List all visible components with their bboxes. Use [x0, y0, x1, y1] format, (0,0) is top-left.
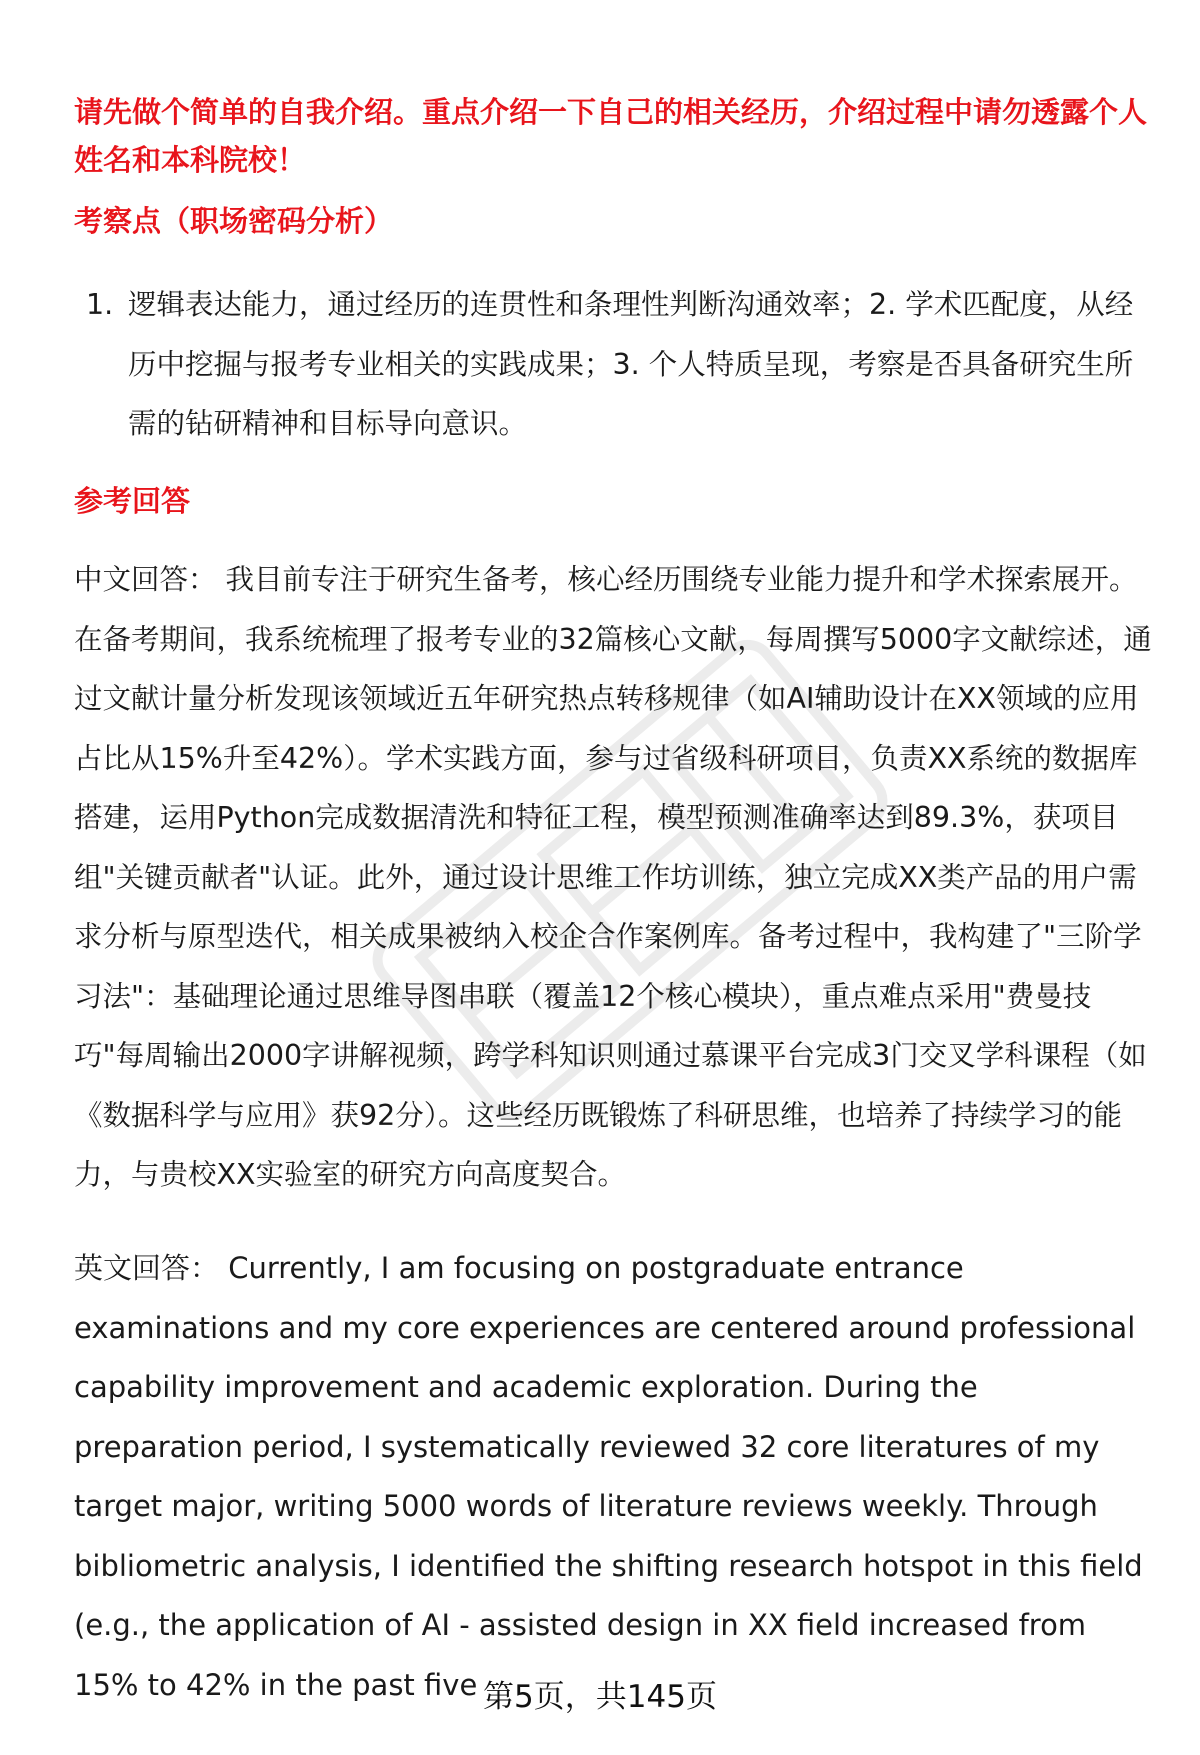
reference-answer-heading: 参考回答	[74, 484, 191, 518]
assessment-points-list	[86, 275, 1156, 454]
list-item	[86, 275, 1156, 454]
list-item-number: 1.	[86, 288, 114, 321]
assessment-points-heading: 考察点（职场密码分析）	[74, 204, 394, 238]
chinese-answer-paragraph: 中文回答： 我目前专注于研究生备考，核心经历围绕专业能力提升和学术探索展开。在备考期间，我系统梳理了报考专业的32篇核心文献，每周撰写5000字文献综述，通过文献计量分析发现该领域近五年研究热点转移规律（如AI辅助设计在XX领域的应用占比从15%升至42%）。学术实践方面，参与过省级科研项目，负责XX系统的数据库搭建，运用Python完成数据清洗和特征工程，模型预测准确率达到89.3%，获项目组"关键贡献者"认证。此外，通过设计思维工作坊训练，独立完成XX类产品的用户需求分析与原型迭代，相关成果被纳入校企合作案例库。备考过程中，我构建了"三阶学习法"：基础理论通过思维导图串联（覆盖12个核心模块），重点难点采用"费曼技巧"每周输出2000字讲解视频，跨学科知识则通过慕课平台完成3门交叉学科课程（如《数据科学与应用》获92分）。这些经历既锻炼了科研思维，也培养了持续学习的能力，与贵校XX实验室的研究方向高度契合。	[74, 563, 1152, 1191]
list-item-text: 逻辑表达能力，通过经历的连贯性和条理性判断沟通效率；2. 学术匹配度，从经历中挖掘与报考专业相关的实践成果；3. 个人特质呈现，考察是否具备研究生所需的钻研精神和目标导向意识。	[128, 288, 1134, 440]
english-answer-paragraph: 英文回答： Currently, I am focusing on postgraduate entrance examinations and my core experiences are centered around professional capability improvement and academic exploration. During the preparation period, I systematically reviewed 32 core literatures of my target major, writing 5000 words of literature reviews weekly. Through bibliometric analysis, I identified the shifting research hotspot in this field (e.g., the application of AI - assisted design in XX field increased from 15% to 42% in the past five	[74, 1251, 1143, 1702]
interview-question: 请先做个简单的自我介绍。重点介绍一下自己的相关经历，介绍过程中请勿透露个人姓名和本科院校！	[74, 95, 1148, 177]
page-indicator: 第5页，共145页	[483, 1679, 717, 1715]
